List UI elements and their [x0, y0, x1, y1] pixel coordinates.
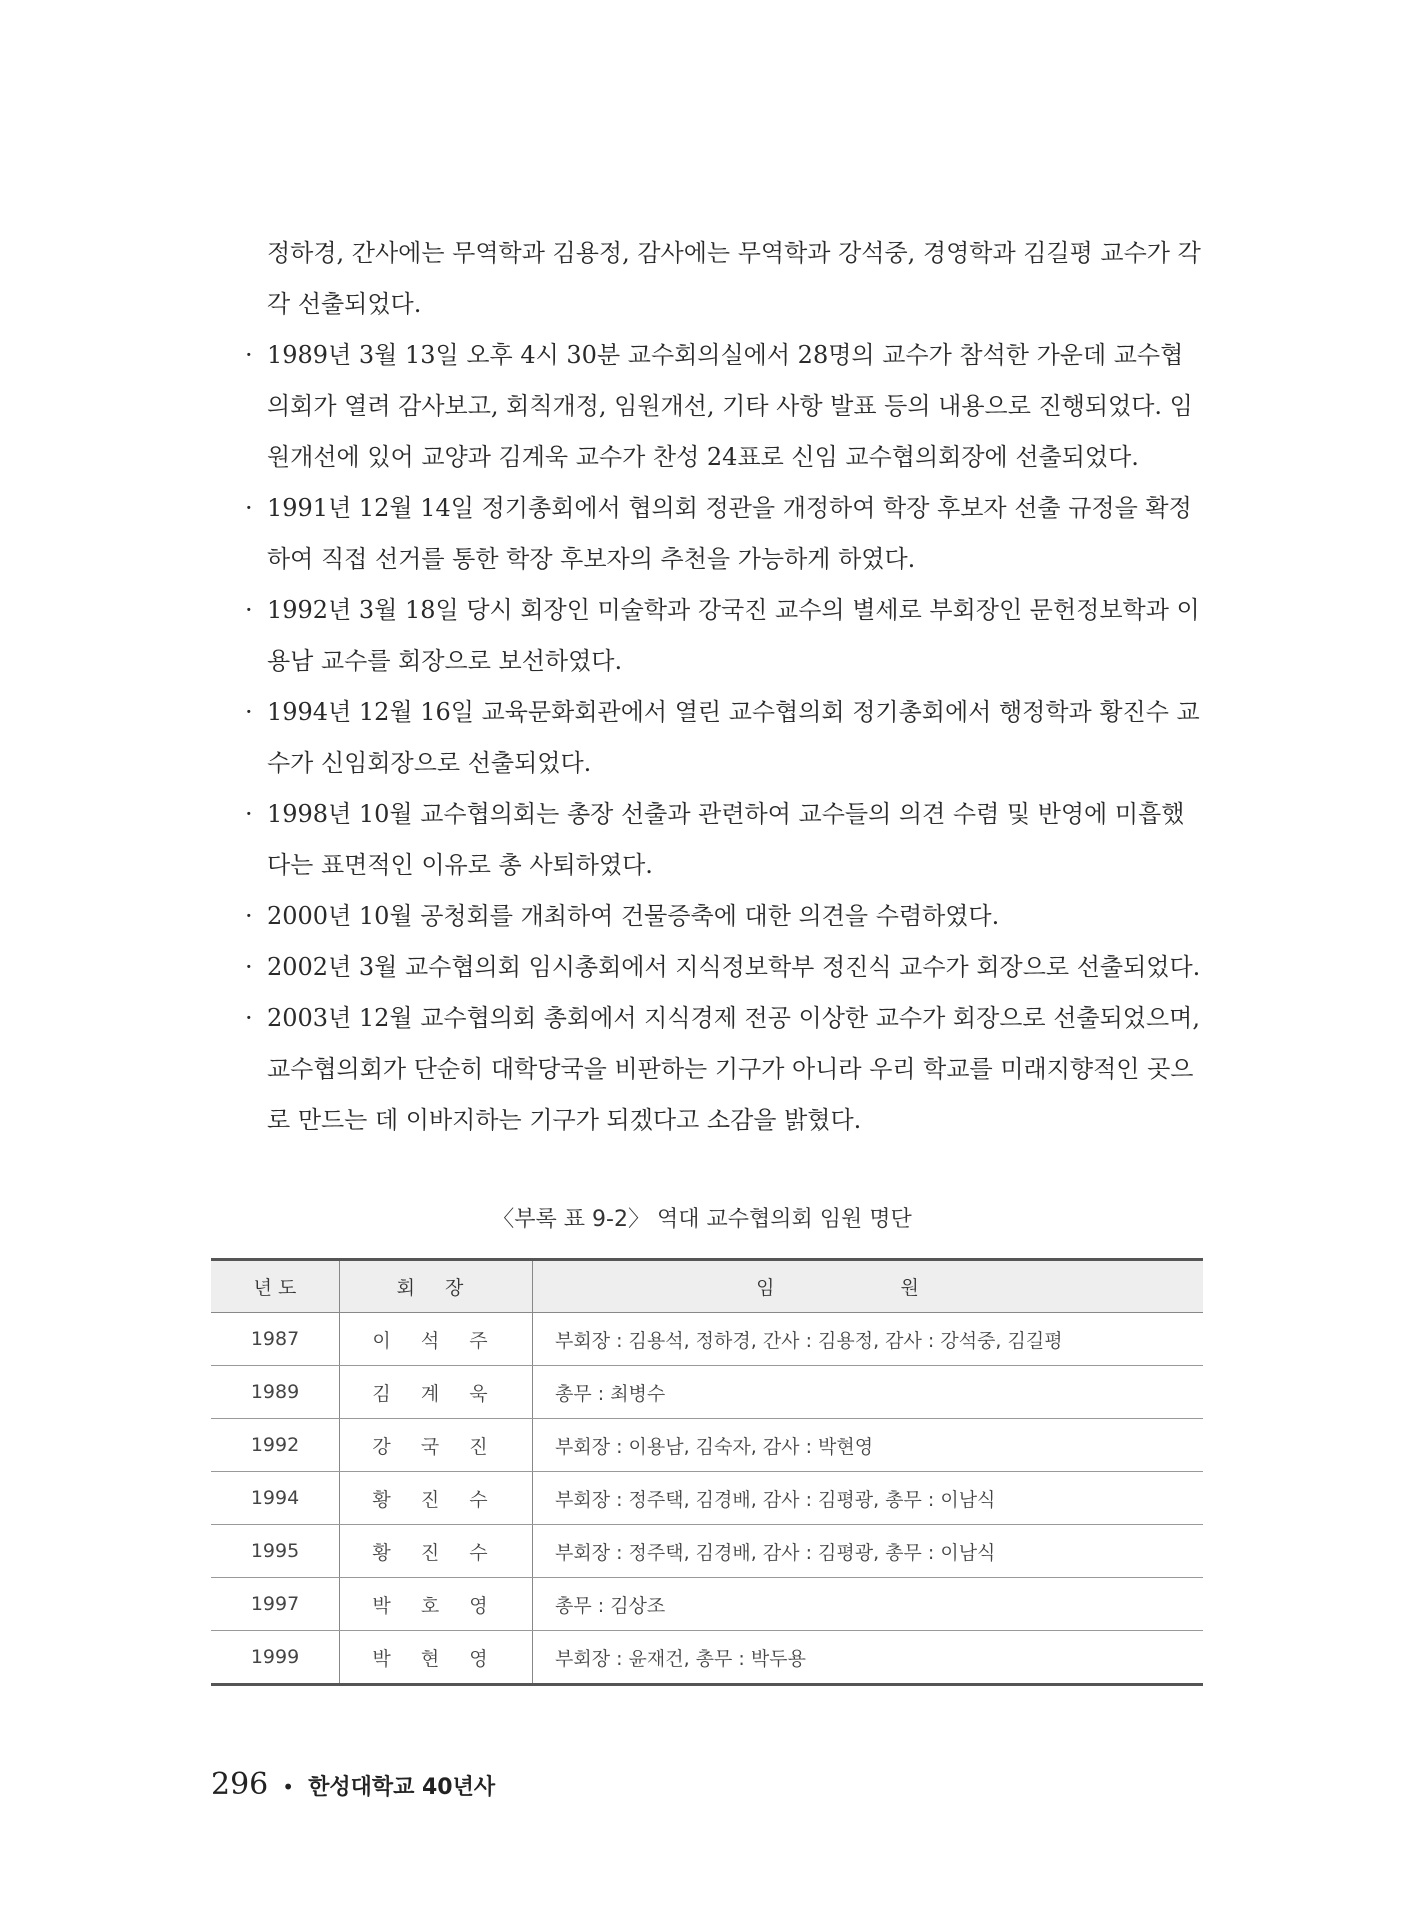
- table-caption: 〈부록 표 9-2〉 역대 교수협의회 임원 명단: [492, 1207, 912, 1232]
- table-row: [211, 1313, 1203, 1366]
- table-row: [211, 1366, 1203, 1419]
- cell-year: 1997: [211, 1578, 340, 1631]
- table-row: [211, 1631, 1203, 1685]
- page-footer: [211, 1767, 495, 1802]
- bullet-text: 1989년 3월 13일 오후 4시 30분 교수회의실에서 28명의 교수가 참석한 가운데 교수협의회가 열려 감사보고, 회칙개정, 임원개선, 기타 사항 발표 등의 내용으로 진행되었다. 임원개선에 있어 교양과 김계욱 교수가 찬성 24표로 신임 교수협의회장에 선출되었다.: [267, 341, 1193, 471]
- officer-roster-table: [211, 1258, 1203, 1686]
- cell-president: 김 계 욱: [340, 1366, 533, 1419]
- bullet-item: [243, 891, 1203, 942]
- bullet-dot: ·: [245, 902, 253, 930]
- bullet-dot: ·: [245, 1004, 253, 1032]
- bullet-item: [243, 330, 1203, 483]
- bullet-dot: ·: [245, 341, 253, 369]
- cell-year: 1999: [250, 1646, 300, 1668]
- cell-staff: 부회장 : 이용남, 김숙자, 감사 : 박현영: [533, 1419, 1204, 1472]
- table-header-row: [211, 1260, 1203, 1313]
- bullet-text: 1994년 12월 16일 교육문화회관에서 열린 교수협의회 정기총회에서 행정학과 황진수 교수가 신임회장으로 선출되었다.: [267, 698, 1200, 777]
- cell-president: 박 호 영: [340, 1578, 533, 1631]
- bullet-item: [243, 483, 1203, 585]
- cell-year: 1989: [211, 1366, 340, 1419]
- header-president: 회 장: [340, 1260, 533, 1313]
- bullet-item: [243, 585, 1203, 687]
- table-row: [211, 1525, 1203, 1578]
- footer-separator: •: [282, 1775, 295, 1799]
- cell-year: 1992: [211, 1419, 340, 1472]
- bullet-text: 1992년 3월 18일 당시 회장인 미술학과 강국진 교수의 별세로 부회장인 문헌정보학과 이용남 교수를 회장으로 보선하였다.: [267, 596, 1200, 675]
- cell-year: 1994: [211, 1472, 340, 1525]
- bullet-text: 2002년 3월 교수협의회 임시총회에서 지식정보학부 정진식 교수가 회장으로 선출되었다.: [267, 953, 1201, 981]
- bullet-text: 2003년 12월 교수협의회 총회에서 지식경제 전공 이상한 교수가 회장으로 선출되었으며, 교수협의회가 단순히 대학당국을 비판하는 기구가 아니라 우리 학교를 미래지향적인 곳으로 만드는 데 이바지하는 기구가 되겠다고 소감을 밝혔다.: [267, 1004, 1200, 1134]
- bullet-text: 1998년 10월 교수협의회는 총장 선출과 관련하여 교수들의 의견 수렴 및 반영에 미흡했다는 표면적인 이유로 총 사퇴하였다.: [267, 800, 1185, 879]
- cell-staff: 부회장 : 정주택, 김경배, 감사 : 김평광, 총무 : 이남식: [533, 1525, 1204, 1578]
- paragraph: 정하경, 간사에는 무역학과 김용정, 감사에는 무역학과 강석중, 경영학과 김길평 교수가 각각 선출되었다.: [267, 239, 1201, 318]
- bullet-dot: ·: [245, 698, 253, 726]
- cell-staff: 총무 : 최병수: [533, 1366, 1204, 1419]
- header-staff: 임 원: [533, 1260, 1204, 1313]
- bullet-item: [243, 993, 1203, 1146]
- bullet-text: 2000년 10월 공청회를 개최하여 건물증축에 대한 의견을 수렴하였다.: [267, 902, 1000, 930]
- cell-year: 1987: [211, 1313, 340, 1366]
- cell-staff: 부회장 : 정주택, 김경배, 감사 : 김평광, 총무 : 이남식: [533, 1472, 1204, 1525]
- table-row: [211, 1419, 1203, 1472]
- cell-staff: 부회장 : 김용석, 정하경, 간사 : 김용정, 감사 : 강석중, 김길평: [533, 1313, 1204, 1366]
- cell-president: 황 진 수: [340, 1472, 533, 1525]
- bullet-item: [243, 687, 1203, 789]
- table-row: [211, 1578, 1203, 1631]
- bullet-dot: ·: [245, 800, 253, 828]
- body-text: [243, 228, 1203, 1146]
- cell-president: 황 진 수: [340, 1525, 533, 1578]
- bullet-text: 1991년 12월 14일 정기총회에서 협의회 정관을 개정하여 학장 후보자 선출 규정을 확정하여 직접 선거를 통한 학장 후보자의 추천을 가능하게 하였다.: [267, 494, 1192, 573]
- table-row: [211, 1472, 1203, 1525]
- cell-president: 박 현 영: [340, 1631, 533, 1685]
- bullet-dot: ·: [245, 596, 253, 624]
- book-title: 한성대학교 40년사: [308, 1775, 496, 1800]
- cell-year: 1995: [211, 1525, 340, 1578]
- bullet-item: [243, 942, 1203, 993]
- cell-president: 이 석 주: [340, 1313, 533, 1366]
- header-year: 년 도: [211, 1260, 340, 1313]
- bullet-dot: ·: [245, 494, 253, 522]
- bullet-item: [243, 789, 1203, 891]
- cell-president: 강 국 진: [340, 1419, 533, 1472]
- cell-staff: 부회장 : 윤재건, 총무 : 박두용: [533, 1631, 1204, 1685]
- bullet-dot: ·: [245, 953, 253, 981]
- page-number: 296: [211, 1767, 269, 1802]
- cell-staff: 총무 : 김상조: [533, 1578, 1204, 1631]
